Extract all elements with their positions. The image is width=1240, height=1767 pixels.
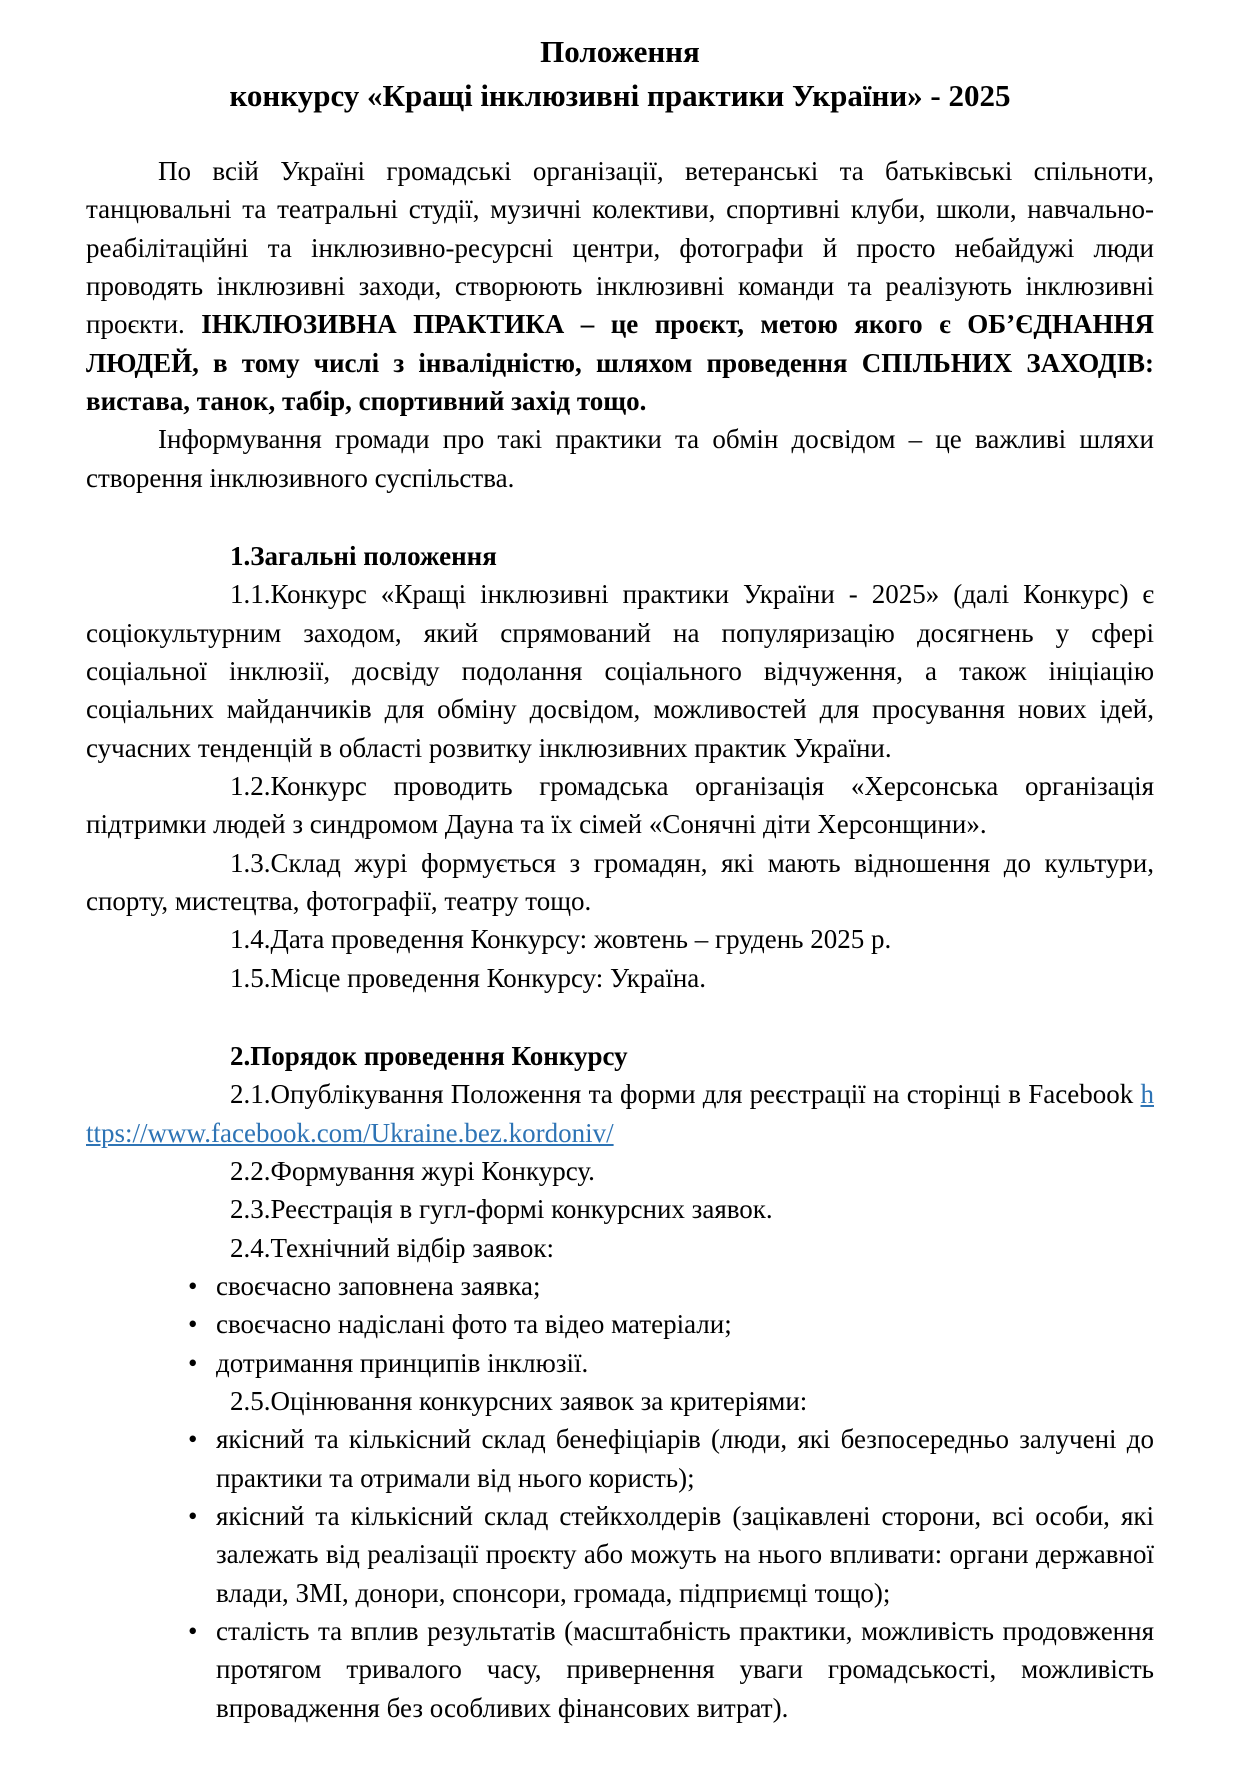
clause-2-2-number: 2.2. (230, 1155, 271, 1186)
clause-2-2 (86, 1152, 1154, 1190)
clause-2-4-bullet-list (86, 1267, 1154, 1382)
bullet-item: • своєчасно надіслані фото та відео матеріали; (86, 1305, 1154, 1343)
section-2-heading (86, 1037, 1154, 1075)
clause-2-5 (86, 1382, 1154, 1420)
clause-1-2 (86, 767, 1154, 844)
clause-1-1 (86, 575, 1154, 767)
clause-1-5-number: 1.5. (230, 962, 271, 993)
clause-2-5-text: Оцінювання конкурсних заявок за критеріями: (270, 1385, 808, 1416)
facebook-link[interactable]: https://www.facebook.com/Ukraine.bez.kordoniv/ (86, 1079, 1154, 1148)
section-1-heading (86, 537, 1154, 575)
intro-paragraph-1-bold-text: ІНКЛЮЗИВНА ПРАКТИКА – це проєкт, метою якого є ОБ’ЄДНАННЯ ЛЮДЕЙ, в тому числі з інвалідністю, шляхом проведення СПІЛЬНИХ ЗАХОДІВ: вистава, танок, табір, спортивний захід тощо. (86, 309, 1154, 416)
clause-2-3-text: Реєстрація в гугл-формі конкурсних заявок. (270, 1194, 773, 1225)
document-title (86, 30, 1154, 118)
clause-1-2-number: 1.2. (230, 770, 271, 801)
intro-paragraph-1-text: По всій Україні громадські організації, ветеранські та батьківські спільноти, танцювальні та театральні студії, музичні колективи, спортивні клуби, школи, навчально-реабілітаційні та інклюзивно-ресурсні центри, фотографи й просто небайдужі люди проводять інклюзивні заходи, створюють інклюзивні команди та реалізують інклюзивні проєкти. (86, 156, 1154, 340)
clause-1-4-text: Дата проведення Конкурсу: жовтень – грудень 2025 р. (270, 924, 892, 955)
title-line-2: конкурсу «Кращі інклюзивні практики України» - 2025 (229, 78, 1011, 114)
clause-1-1-text: Конкурс «Кращі інклюзивні практики України - 2025» (далі Конкурс) є соціокультурним заходом, який спрямований на популяризацію досягнень у сфері соціальної інклюзії, досвіду подолання соціального відчуження, а також ініціацію соціальних майданчиків для обміну досвідом, можливостей для просування нових ідей, сучасних тенденцій в області розвитку інклюзивних практик України. (86, 579, 1154, 763)
clause-2-4-text: Технічний відбір заявок: (270, 1232, 554, 1263)
bullet-item: • сталість та вплив результатів (масштабність практики, можливість продовження протягом тривалого часу, привернення уваги громадськості, можливість впровадження без особливих фінансових витрат). (86, 1612, 1154, 1727)
clause-2-5-bullet-list (86, 1420, 1154, 1727)
clause-2-4 (86, 1229, 1154, 1267)
clause-2-1-number: 2.1. (230, 1079, 271, 1110)
clause-1-4-number: 1.4. (230, 924, 271, 955)
clause-1-5-text: Місце проведення Конкурсу: Україна. (270, 962, 707, 993)
bullet-item: • дотримання принципів інклюзії. (86, 1344, 1154, 1382)
bullet-item: • якісний та кількісний склад бенефіціарів (люди, які безпосередньо залучені до практики та отримали від нього користь); (86, 1420, 1154, 1497)
bullet-item: • якісний та кількісний склад стейкхолдерів (зацікавлені сторони, всі особи, які залежать від реалізації проєкту або можуть на нього впливати: органи державної влади, ЗМІ, донори, спонсори, громада, підприємці тощо); (86, 1497, 1154, 1612)
clause-1-1-number: 1.1. (230, 579, 271, 610)
section-1-title: Загальні положення (250, 540, 497, 571)
clause-2-3 (86, 1190, 1154, 1228)
section-2-title: Порядок проведення Конкурсу (250, 1040, 628, 1071)
clause-2-3-number: 2.3. (230, 1194, 271, 1225)
intro-paragraph-1 (86, 152, 1154, 420)
clause-2-1-text: Опублікування Положення та форми для реєстрації на сторінці в Facebook (270, 1079, 1141, 1110)
section-2-number: 2. (230, 1040, 251, 1071)
clause-1-2-text: Конкурс проводить громадська організація «Херсонська організація підтримки людей з синдромом Дауна та їх сімей «Сонячні діти Херсонщини». (86, 770, 1154, 840)
clause-1-5 (86, 959, 1154, 997)
bullet-item: • своєчасно заповнена заявка; (86, 1267, 1154, 1305)
clause-2-2-text: Формування журі Конкурсу. (270, 1155, 595, 1186)
intro-paragraph-2: Інформування громади про такі практики та обмін досвідом – це важливі шляхи створення інклюзивного суспільства. (86, 424, 1154, 493)
section-1-number: 1. (230, 540, 251, 571)
clause-1-3 (86, 844, 1154, 921)
clause-1-4 (86, 920, 1154, 958)
clause-1-3-number: 1.3. (230, 847, 271, 878)
clause-2-4-number: 2.4. (230, 1232, 271, 1263)
clause-2-5-number: 2.5. (230, 1385, 271, 1416)
clause-2-1 (86, 1075, 1154, 1152)
title-line-1: Положення (540, 34, 700, 69)
clause-1-3-text: Склад журі формується з громадян, які мають відношення до культури, спорту, мистецтва, фотографії, театру тощо. (86, 847, 1154, 916)
